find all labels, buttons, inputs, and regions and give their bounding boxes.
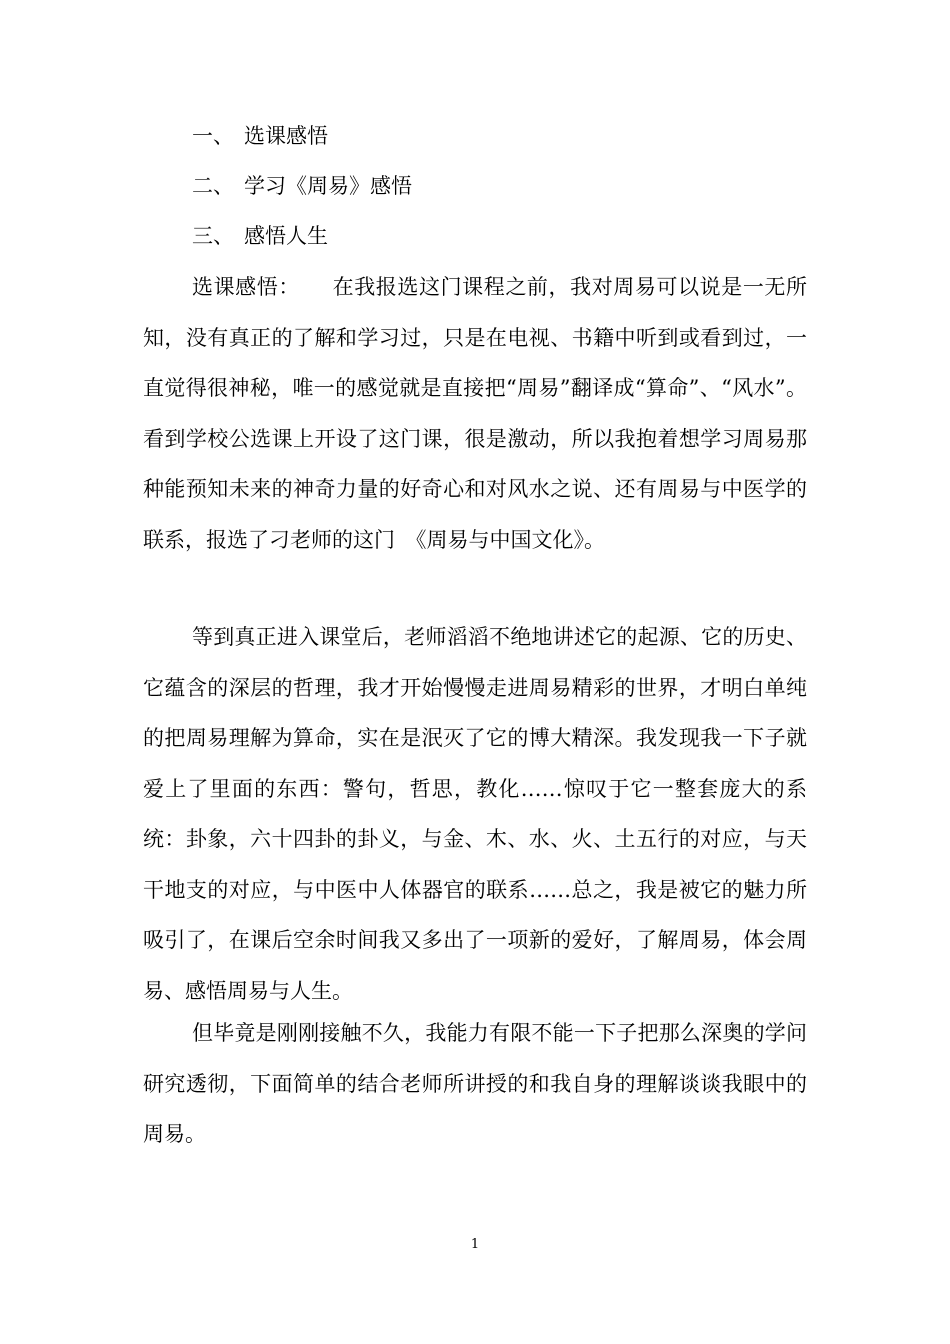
body-paragraph-3 bbox=[143, 1008, 807, 1160]
outline-item-1 bbox=[192, 122, 328, 150]
paragraph-text: 但毕竟是刚刚接触不久，我能力有限不能一下子把那么深奥的学问研究透彻，下面简单的结合老师所讲授的和我自身的理解谈谈我眼中的周易。 bbox=[143, 1021, 807, 1146]
outline-number: 三、 bbox=[192, 224, 234, 248]
body-paragraph-1 bbox=[143, 262, 807, 565]
outline-number: 一、 bbox=[192, 124, 234, 148]
outline-item-3 bbox=[192, 222, 328, 250]
paragraph-text: 选课感悟： 在我报选这门课程之前，我对周易可以说是一无所知，没有真正的了解和学习过，只是在电视、书籍中听到或看到过，一直觉得很神秘，唯一的感觉就是直接把“周易”翻译成“算命”、“风水”。看到学校公选课上开设了这门课，很是激动，所以我抱着想学习周易那种能预知未来的神奇力量的好奇心和对风水之说、还有周易与中医学的联系，报选了刁老师的这门 《周易与中国文化》。 bbox=[143, 275, 807, 552]
page-number: 1 bbox=[470, 1237, 480, 1252]
paragraph-text: 等到真正进入课堂后，老师滔滔不绝地讲述它的起源、它的历史、它蕴含的深层的哲理，我才开始慢慢走进周易精彩的世界，才明白单纯的把周易理解为算命，实在是泯灭了它的博大精深。我发现我一下子就爱上了里面的东西：警句，哲思，教化……惊叹于它一整套庞大的系统：卦象，六十四卦的卦义，与金、木、水、火、土五行的对应，与天干地支的对应，与中医中人体器官的联系……总之，我是被它的魅力所吸引了，在课后空余时间我又多出了一项新的爱好，了解周易，体会周易、感悟周易与人生。 bbox=[143, 625, 807, 1003]
body-paragraph-2 bbox=[143, 612, 807, 1016]
outline-item-2 bbox=[192, 172, 412, 200]
outline-text: 选课感悟 bbox=[244, 124, 328, 148]
outline-text: 学习《周易》感悟 bbox=[244, 174, 412, 198]
outline-number: 二、 bbox=[192, 174, 234, 198]
outline-text: 感悟人生 bbox=[244, 224, 328, 248]
